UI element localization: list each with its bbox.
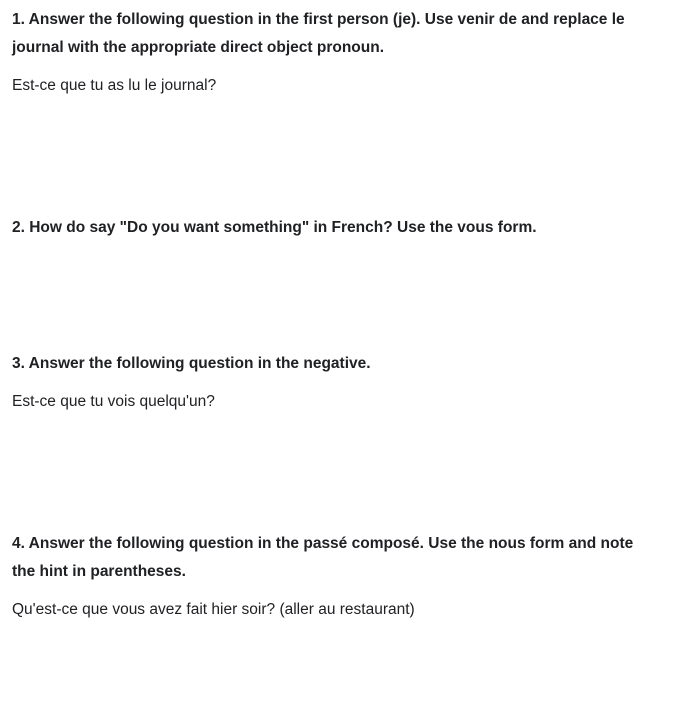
- question-2-prompt: 2. How do say "Do you want something" in French? Use the vous form.: [12, 219, 537, 236]
- question-4: [12, 530, 652, 620]
- question-3-text: Est-ce que tu vois quelqu'un?: [12, 393, 215, 410]
- question-1-prompt: 1. Answer the following question in the first person (je). Use venir de and replace le journal with the appropriate direct object pronoun.: [12, 11, 625, 56]
- question-1-text: Est-ce que tu as lu le journal?: [12, 77, 217, 94]
- question-4-text: Qu'est-ce que vous avez fait hier soir? (aller au restaurant): [12, 601, 415, 618]
- question-2: [12, 214, 652, 242]
- question-3-prompt: 3. Answer the following question in the negative.: [12, 355, 371, 372]
- question-1: [12, 6, 652, 96]
- question-3: [12, 350, 652, 412]
- question-4-prompt: 4. Answer the following question in the passé composé. Use the nous form and note the hint in parentheses.: [12, 535, 634, 580]
